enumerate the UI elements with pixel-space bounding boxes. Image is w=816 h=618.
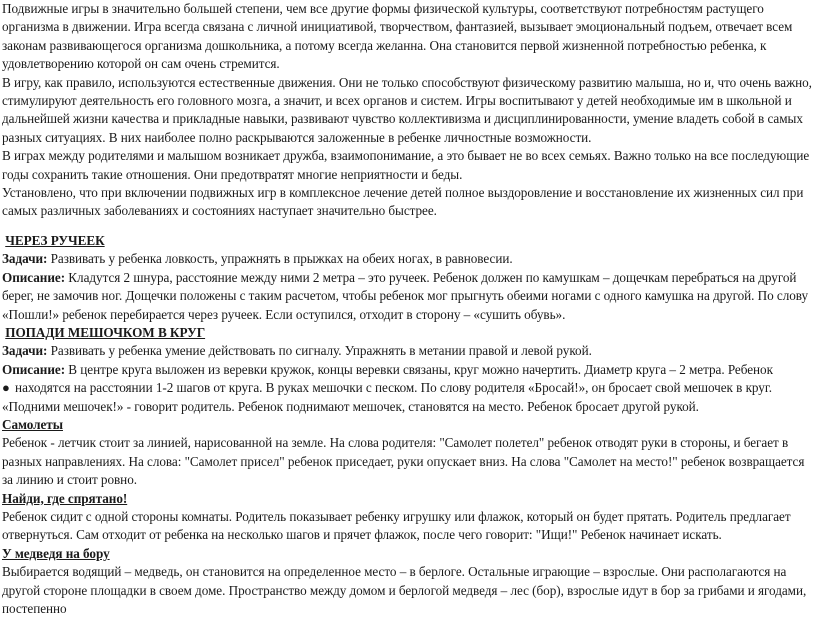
- game-find-hidden: [2, 490, 814, 545]
- intro-section: [2, 0, 814, 221]
- game-description: [2, 361, 814, 416]
- task-label: Задачи:: [2, 343, 48, 359]
- game-text: Ребенок - летчик стоит за линией, нарисованной на земле. На слова родителя: "Самолет полетел" ребенок отводят руки в стороны, и бегает в разных направлениях. На слова: "Самолет присел" ребенок приседает, руки опускает вниз. На слова "Самолет на место!" ребенок возвращается за линию и стоит ровно.: [2, 435, 805, 488]
- game-title-airplanes: Самолеты: [2, 416, 63, 432]
- game-text: Выбирается водящий – медведь, он становится на определенное место – в берлоге. Остальные играющие – взрослые. Они располагаются на другой стороне площадки в своем доме. Пространство между домом и берлогой медведя – лес (бор), взрослые идут в бор за грибами и ягодами, постепенно: [2, 564, 807, 616]
- bullet-icon: ●: [2, 380, 10, 396]
- task-text: Развивать у ребенка умение действовать по сигналу. Упражнять в метании правой и левой рукой.: [47, 343, 592, 359]
- description-text-rest: находятся на расстоянии 1-2 шагов от круга. В руках мешочки с песком. По слову родителя «Бросай!», он бросает свой мешочек в круг. «Подними мешочек!» - говорит родитель. Ребенок поднимают мешочек, становятся на место. Ребенок бросает другой рукой.: [2, 380, 772, 414]
- game-bear-in-forest: [2, 545, 814, 618]
- game-bag-in-circle: [2, 324, 814, 416]
- task-text: Развивать у ребенка ловкость, упражнять в прыжках на обеих ногах, в равновесии.: [47, 251, 513, 267]
- game-title-bag-in-circle: ПОПАДИ МЕШОЧКОМ В КРУГ: [5, 324, 206, 340]
- description-text-start: В центре круга выложен из веревки кружок, концы веревки связаны, круг можно начертить. Диаметр круга – 2 метра. Ребенок: [65, 361, 773, 377]
- game-task: [2, 250, 814, 268]
- intro-paragraph-4: Установлено, что при включении подвижных игр в комплексное лечение детей полное выздоровление и восстановление их жизненных сил при самых различных заболеваниях и состояниях наступает значительно быстрее.: [2, 185, 804, 219]
- game-title-through-stream: ЧЕРЕЗ РУЧЕЕК: [5, 232, 105, 248]
- description-text: Кладутся 2 шнура, расстояние между ними 2 метра – это ручеек. Ребенок должен по камушкам – дощечкам перебраться на другой берег, не замочив ног. Дощечки положены с таким расчетом, чтобы ребенок мог прыгнуть обеими ногами с одного камушка на другой. По слову «Пошли!» ребенок перебирается через ручеек. Если оступился, отходит в сторону – «сушить обувь».: [2, 269, 809, 322]
- description-label: Описание:: [2, 361, 66, 377]
- task-label: Задачи:: [2, 251, 48, 267]
- intro-paragraph-2: В игру, как правило, используются естественные движения. Они не только способствуют физическому развитию малыша, но и, что очень важно, стимулируют деятельность его головного мозга, а значит, и всех органов и систем. Игры воспитывают у детей необходимые им в школьной и дальнейшей жизни качества и прикладные навыки, развивают чувство коллективизма и дисциплинированности, умение владеть собой в самых разных ситуациях. В них наиболее полно раскрываются заложенные в ребенке личностные возможности.: [2, 74, 812, 145]
- game-title-find-hidden: Найди, где спрятано!: [2, 490, 128, 506]
- game-text: Ребенок сидит с одной стороны комнаты. Родитель показывает ребенку игрушку или флажок, который он будет прятать. Родитель предлагает отвернуться. Сам отходит от ребенка на несколько шагов и прячет флажок, после чего говорит: "Ищи!" Ребенок начинает искать.: [2, 508, 791, 543]
- game-through-stream: [2, 232, 814, 324]
- section-gap: [2, 221, 814, 232]
- description-label: Описание:: [2, 269, 66, 285]
- game-title-bear-in-forest: У медведя на бору: [2, 545, 110, 561]
- intro-paragraph-3: В играх между родителями и малышом возникает дружба, взаимопонимание, а это бывает не во всех семьях. Важно только на все последующие годы сохранить такие отношения. Они предотвратят многие неприятности и беды.: [2, 148, 810, 182]
- game-task: [2, 342, 814, 360]
- game-airplanes: [2, 416, 814, 490]
- game-description: [2, 269, 814, 324]
- intro-paragraph-1: Подвижные игры в значительно большей степени, чем все другие формы физической культуры, соответствуют потребностям растущего организма в движении. Игра всегда связана с личной инициативой, творчеством, фантазией, вызывает эмоциональный подъем, отвечает всем законам развивающегося организма дошкольника, а потому всегда желанна. Она становится первой жизненной потребностью ребенка, к удовлетворению которой он сам очень стремится.: [2, 1, 793, 72]
